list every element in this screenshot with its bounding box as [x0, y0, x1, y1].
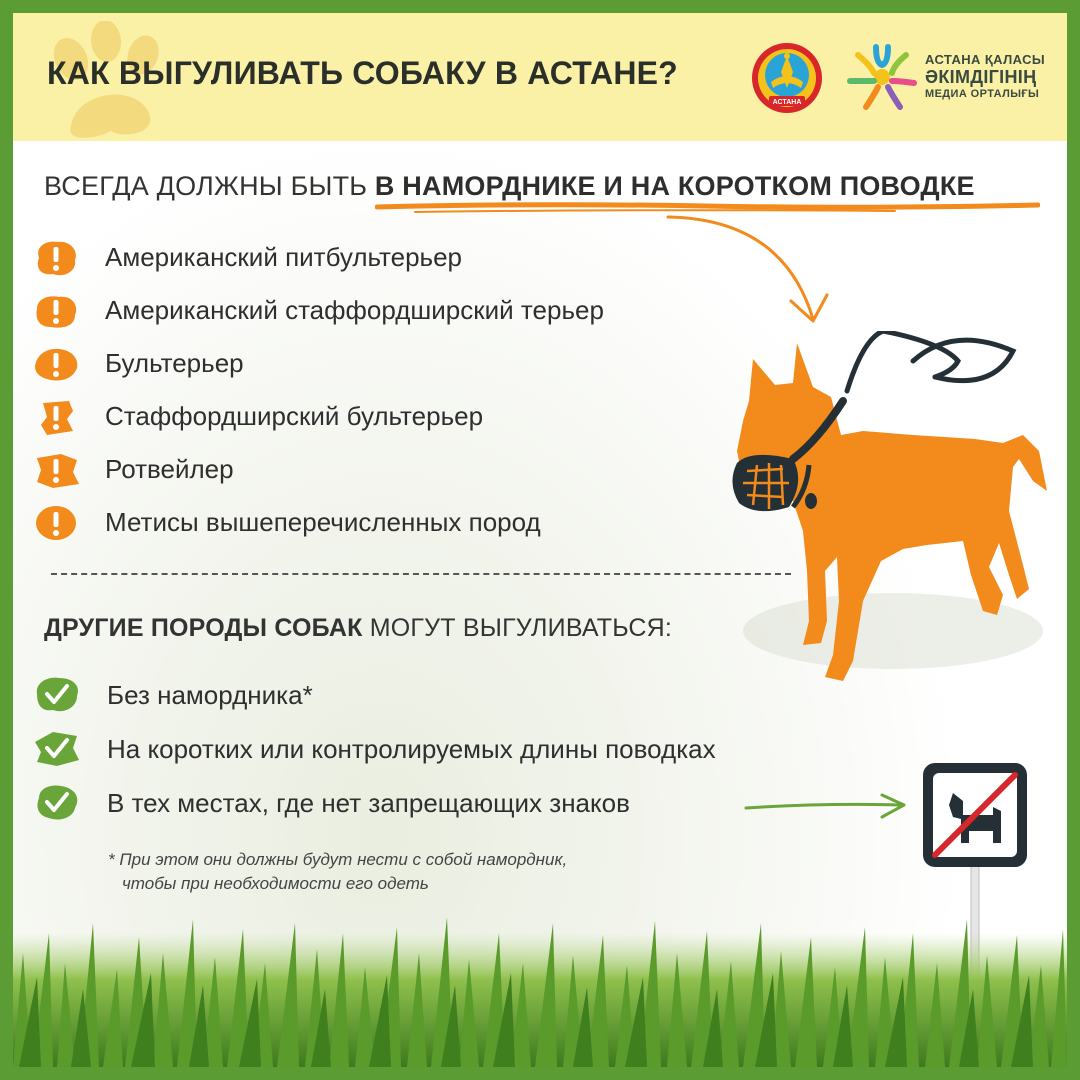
- infographic-card: [13, 13, 1067, 1067]
- media-line-1: АСТАНА ҚАЛАСЫ: [925, 52, 1046, 67]
- page-title: КАК ВЫГУЛИВАТЬ СОБАКУ В АСТАНЕ?: [47, 55, 678, 91]
- breed-label: Ротвейлер: [105, 454, 234, 484]
- muzzle-heading: [44, 171, 975, 202]
- exclamation-blob-icon: [33, 397, 79, 437]
- exclamation-blob-icon: [33, 503, 79, 543]
- curved-arrow-icon: [663, 209, 843, 339]
- muzzled-dog-icon: [713, 331, 1053, 681]
- footnote: [108, 848, 567, 896]
- breed-label: Американский питбультерьер: [105, 242, 463, 272]
- emblem-label: АСТАНА: [772, 99, 802, 106]
- checkmark-blob-icon: [33, 728, 81, 768]
- breed-label: Бультерьер: [105, 348, 244, 378]
- rule-label: На коротких или контролируемых длины поводках: [107, 734, 716, 764]
- media-line-2: ӘКІМДІГІНІҢ: [925, 67, 1037, 87]
- exclamation-blob-icon: [33, 238, 79, 278]
- media-center-text: [925, 53, 1045, 101]
- exclamation-blob-icon: [33, 450, 79, 490]
- dashed-divider: [51, 573, 791, 575]
- footnote-line-2: чтобы при необходимости его одеть: [122, 874, 429, 893]
- other-heading-strong: ДРУГИЕ ПОРОДЫ СОБАК: [44, 614, 363, 642]
- media-center-logo-icon: [846, 41, 918, 113]
- rule-label: Без намордника*: [107, 680, 313, 710]
- other-breeds-heading: [44, 614, 672, 643]
- rule-label: В тех местах, где нет запрещающих знаков: [107, 788, 630, 818]
- exclamation-blob-icon: [33, 291, 79, 331]
- arrow-right-icon: [742, 791, 910, 821]
- muzzle-heading-strong: В НАМОРДНИКЕ И НА КОРОТКОМ ПОВОДКЕ: [374, 171, 975, 201]
- astana-emblem-icon: [751, 42, 823, 114]
- breed-label: Метисы вышеперечисленных пород: [105, 507, 541, 537]
- muzzle-heading-prefix: ВСЕГДА ДОЛЖНЫ БЫТЬ: [44, 171, 368, 201]
- grass-decoration: [13, 893, 1067, 1067]
- breed-label: Американский стаффордширский терьер: [105, 295, 604, 325]
- footnote-line-1: * При этом они должны будут нести с собой намордник,: [108, 850, 568, 869]
- breed-label: Стаффордширский бультерьер: [105, 401, 484, 431]
- checkmark-blob-icon: [33, 782, 81, 822]
- other-heading-rest: МОГУТ ВЫГУЛИВАТЬСЯ:: [369, 614, 672, 642]
- exclamation-blob-icon: [33, 344, 79, 384]
- header-banner: [13, 13, 1067, 141]
- media-line-3: МЕДИА ОРТАЛЫҒЫ: [925, 88, 1040, 100]
- checkmark-blob-icon: [33, 674, 81, 714]
